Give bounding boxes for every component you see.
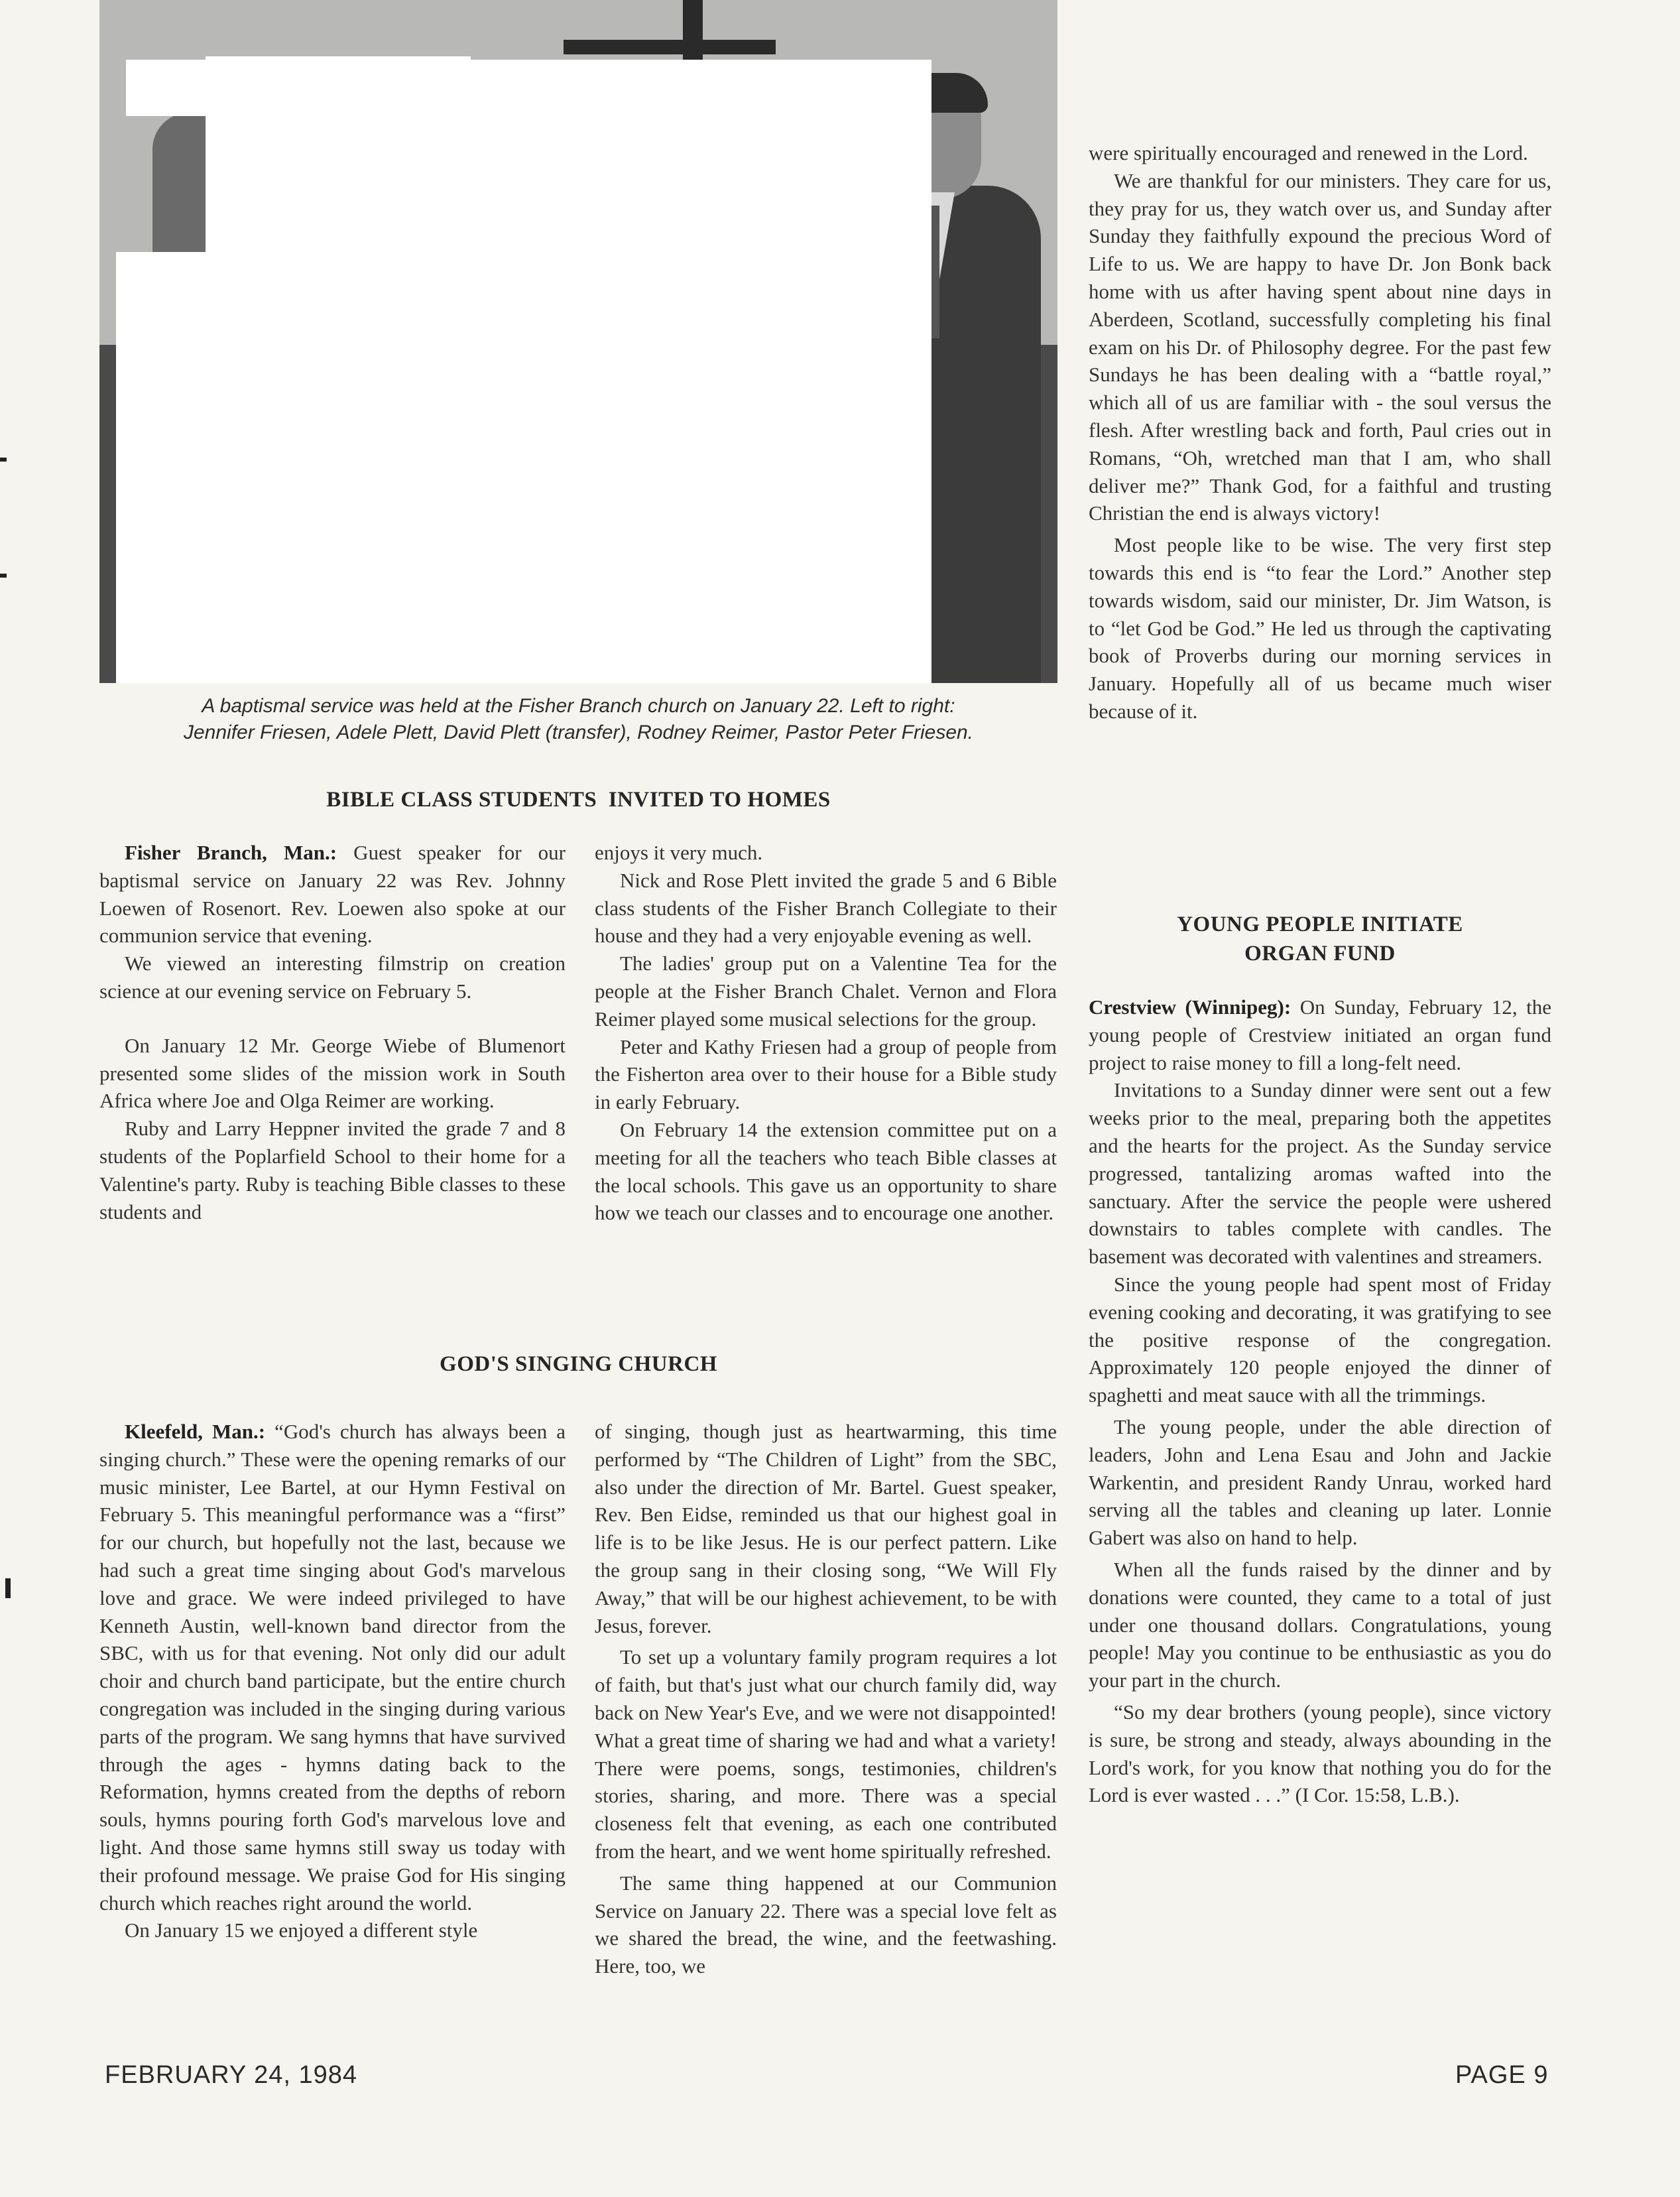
article-paragraph: enjoys it very much. — [595, 841, 763, 864]
article-paragraph: The young people, under the able direction of leaders, John and Lena Esau and John and Jackie Warkentin, and president Randy Unrau, worked hard serving all the tables and cleaning up later. Lonnie Gabert was also on hand to help. — [1089, 1414, 1551, 1550]
article-paragraph — [99, 1418, 566, 1916]
scan-mark — [5, 1578, 11, 1598]
photo-cross-bar — [564, 40, 776, 54]
issue-date: FEBRUARY 24, 1984 — [105, 2061, 358, 2089]
article-paragraph: On February 14 the extension committee put on a meeting for all the teachers who teach Bible classes at the local schools. This gave us an opportunity to share how we teach our classes and to encourage one another. — [595, 1117, 1057, 1225]
organ-fund-heading — [1089, 910, 1551, 968]
article-paragraph: To set up a voluntary family program requires a lot of faith, but that's just what our church family did, way back on New Year's Eve, and we were not disappointed! What a great time of sharing we had and what a variety! There were poems, songs, testimonies, children's stories, sharing, and more. There was a special closeness felt that evening, as each one contributed from the heart, and we went home spiritually refreshed. — [595, 1645, 1057, 1863]
article-paragraph: Peter and Kathy Friesen had a group of people from the Fisherton area over to their house for a Bible study in early February. — [595, 1035, 1057, 1114]
singing-column-2 — [595, 1418, 1057, 1980]
article-paragraph: We viewed an interesting filmstrip on creation science at our evening service on February 5. — [99, 952, 566, 1003]
article-paragraph: Nick and Rose Plett invited the grade 5 and 6 Bible class students of the Fisher Branch Collegiate to their house and they had a very enjoyable evening as well. — [595, 868, 1057, 948]
scan-mark — [0, 458, 7, 462]
organ-fund-column — [1089, 993, 1551, 1809]
organ-fund-heading-line-1: YOUNG PEOPLE INITIATE — [1177, 912, 1463, 936]
article-paragraph: When all the funds raised by the dinner and by donations were counted, they came to a total of just under one thousand dollars. Congratulations, young people! May you continue to be enthusiastic as you do your part in the church. — [1089, 1557, 1551, 1692]
article-paragraph — [1089, 993, 1551, 1076]
singing-church-heading: GOD'S SINGING CHURCH — [440, 1352, 717, 1376]
bible-class-heading: BIBLE CLASS STUDENTS INVITED TO HOMES — [326, 788, 831, 812]
article-paragraph: of singing, though just as heartwarming, this time performed by “The Children of Light” from the SBC, also under the direction of Mr. Bartel. Guest speaker, Rev. Ben Eidse, reminded us that our highest goal in life is to be like Jesus. He is our perfect pattern. Like the group sang in their closing song, “We Will Fly Away,” that will be our highest achievement, to be with Jesus, forever. — [595, 1420, 1057, 1637]
baptism-photo — [99, 0, 1057, 683]
caption-line-2: Jennifer Friesen, Adele Plett, David Plett (transfer), Rodney Reimer, Pastor Peter Friesen. — [183, 722, 974, 743]
photo-redaction — [206, 56, 471, 255]
continued-column — [1089, 139, 1551, 725]
page-number: PAGE 9 — [1455, 2061, 1549, 2089]
dateline: Fisher Branch, Man.: — [125, 841, 337, 864]
article-paragraph: “So my dear brothers (young people), since victory is sure, be strong and steady, always abounding in the Lord's work, for you know that nothing you do for the Lord is ever wasted . . .” (I Cor. 15:58, L.B.). — [1089, 1700, 1551, 1807]
photo-redaction — [471, 60, 931, 365]
caption-line-1: A baptismal service was held at the Fisher Branch church on January 22. Left to right: — [202, 695, 955, 717]
article-paragraph: The ladies' group put on a Valentine Tea for the people at the Fisher Branch Chalet. Vernon and Flora Reimer played some musical selections for the group. — [595, 952, 1057, 1031]
article-paragraph: were spiritually encouraged and renewed in the Lord. — [1089, 141, 1528, 164]
bible-class-column-1 — [99, 839, 566, 1225]
photo-caption — [99, 693, 1057, 746]
organ-fund-heading-line-2: ORGAN FUND — [1244, 942, 1396, 966]
dateline: Crestview (Winnipeg): — [1089, 995, 1291, 1019]
paragraph-text: “God's church has always been a singing church.” These were the opening remarks of our music minister, Lee Bartel, at our Hymn Festival on February 5. This meaningful performance was a “first” for our church, but hopefully not the last, because we had such a great time singing about God's marvelous love and grace. We were indeed privileged to have Kenneth Austin, well-known band director from the SBC, with us for that evening. Not only did our adult choir and church band participate, but the entire church congregation was included in the singing during various parts of the program. We sang hymns that have survived through the ages - hymns dating back to the Reformation, hymns created from the depths of reborn souls, hymns pouring forth God's marvelous love and light. And those same hymns still sway us today with their profound message. We praise God for His singing church which reaches right around the world. — [99, 1420, 566, 1915]
article-paragraph: Most people like to be wise. The very first step towards this end is “to fear the Lord.” Another step towards wisdom, said our minister, Dr. Jim Watson, is to “let God be God.” He led us through the captivating book of Proverbs during our morning services in January. Hopefully all of us became much wiser because of it. — [1089, 533, 1551, 723]
paragraph-text: On Sunday, February 12, the young people of Crestview initiated an organ fund project to raise money to fill a long-felt need. — [1089, 995, 1552, 1074]
dateline: Kleefeld, Man.: — [125, 1420, 266, 1443]
article-paragraph: Since the young people had spent most of Friday evening cooking and decorating, it was gratifying to see the positive response of the congregation. Approximately 120 people enjoyed the dinner of spaghetti and meat sauce with all the trimmings. — [1089, 1272, 1551, 1407]
article-paragraph — [99, 839, 566, 950]
article-paragraph: Ruby and Larry Heppner invited the grade 7 and 8 students of the Poplarfield School to their home for a Valentine's party. Ruby is teaching Bible classes to these students and — [99, 1117, 566, 1224]
article-paragraph: The same thing happened at our Communion Service on January 22. There was a special love felt as we shared the bread, the wine, and the feetwashing. Here, too, we — [595, 1871, 1057, 1978]
bible-class-column-2 — [595, 839, 1057, 1227]
paragraph-text: Guest speaker for our baptismal service on January 22 was Rev. Johnny Loewen of Rosenort. Rev. Loewen also spoke at our communion service that evening. — [99, 841, 566, 948]
scan-mark — [0, 574, 7, 578]
singing-column-1 — [99, 1418, 566, 1944]
article-paragraph: Invitations to a Sunday dinner were sent out a few weeks prior to the meal, preparing both the appetites and the hearts for the project. As the Sunday service progressed, tantalizing aromas wafted into the sanctuary. After the service the people were ushered downstairs to tables complete with candles. The basement was decorated with valentines and streamers. — [1089, 1078, 1551, 1269]
article-paragraph: On January 12 Mr. George Wiebe of Blumenort presented some slides of the mission work in South Africa where Joe and Olga Reimer are working. — [99, 1033, 566, 1113]
article-paragraph: On January 15 we enjoyed a different style — [125, 1918, 478, 1942]
article-paragraph: We are thankful for our ministers. They care for us, they pray for us, they watch over us, and Sunday after Sunday they faithfully expound the precious Word of Life to us. We are happy to have Dr. Jon Bonk back home with us after having spent about nine days in Aberdeen, Scotland, successfully completing his final exam on his Dr. of Philosophy degree. For the past few Sundays he has been dealing with a “battle royal,” which all of us are familiar with - the soul versus the flesh. After wrestling back and forth, Paul cries out in Romans, “Oh, wretched man that I am, who shall deliver me?” Thank God, for a faithful and trusting Christian the end is always victory! — [1089, 168, 1551, 525]
